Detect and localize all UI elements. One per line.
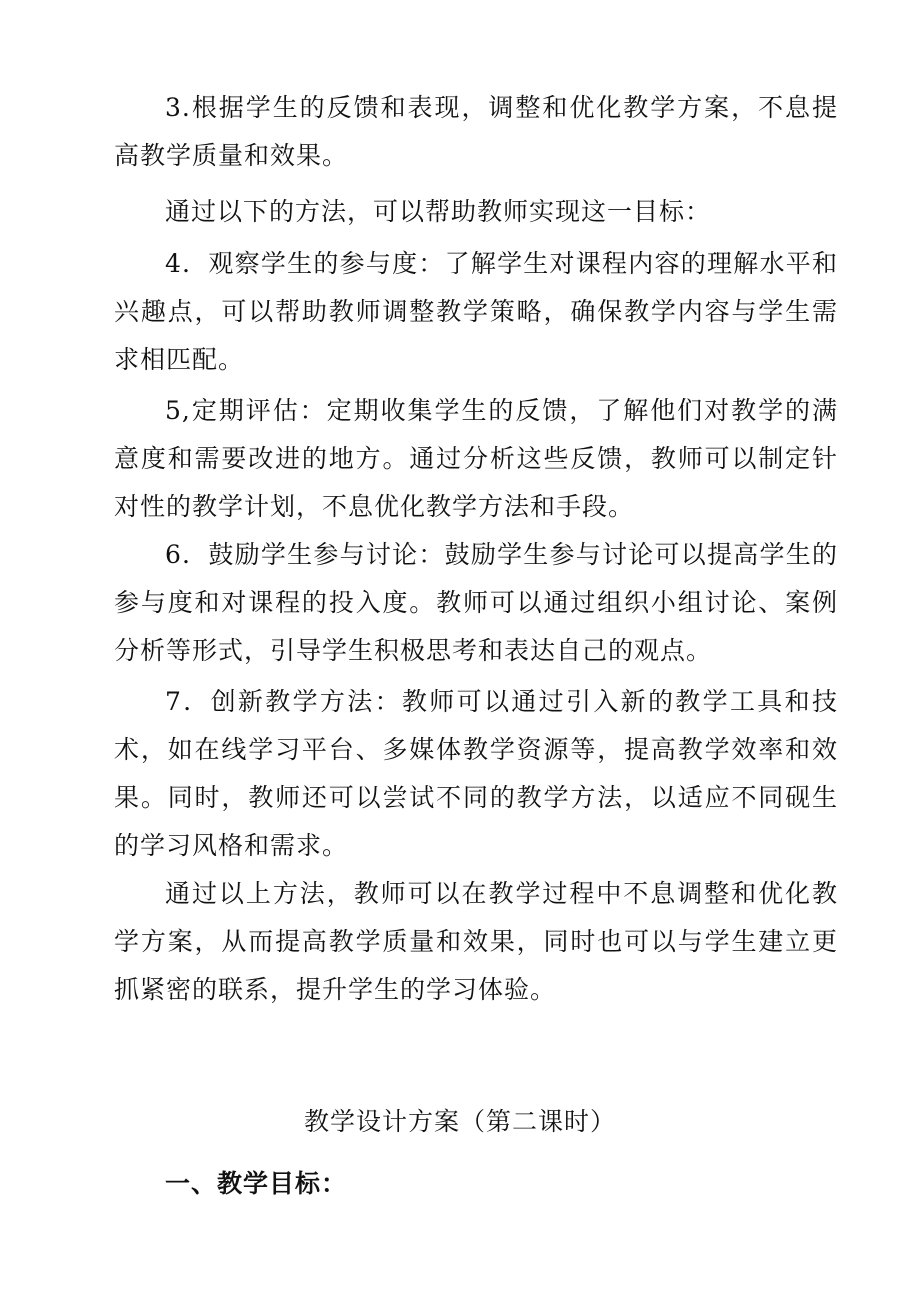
paragraph-conclusion: 通过以上方法，教师可以在教学过程中不息调整和优化教学方案，从而提高教学质量和效果，同时也可以与学生建立更抓紧密的联系，提升学生的学习体验。 [114,879,838,1004]
paragraph-methods-intro: 通过以下的方法，可以帮助教师实现这一目标： [165,197,712,226]
paragraph-observe-participation: 4．观察学生的参与度：了解学生对课程内容的理解水平和兴趣点，可以帮助教师调整教学策略，确保教学内容与学生需求相匹配。 [114,249,838,374]
paragraph-adjust-plan: 3.根据学生的反馈和表现，调整和优化教学方案，不息提高教学质量和效果。 [114,93,838,170]
paragraph-encourage-discussion: 6．鼓励学生参与讨论：鼓励学生参与讨论可以提高学生的参与度和对课程的投入度。教师可以通过组织小组讨论、案例分析等形式，引导学生积极思考和表达自己的观点。 [114,540,838,665]
paragraph-innovate-methods: 7．创新教学方法：教师可以通过引入新的教学工具和技术，如在线学习平台、多媒体教学资源等，提高教学效率和效果。同时，教师还可以尝试不同的教学方法，以适应不同砚生的学习风格和需求。 [114,687,838,860]
section-heading-teaching-goals: 一、教学目标： [165,1169,348,1198]
section-title: 教学设计方案（第二课时） [303,1107,616,1136]
paragraph-regular-evaluation: 5,定期评估：定期收集学生的反馈，了解他们对教学的满意度和需要改进的地方。通过分析这些反馈，教师可以制定针对性的教学计划，不息优化教学方法和手段。 [114,396,838,521]
